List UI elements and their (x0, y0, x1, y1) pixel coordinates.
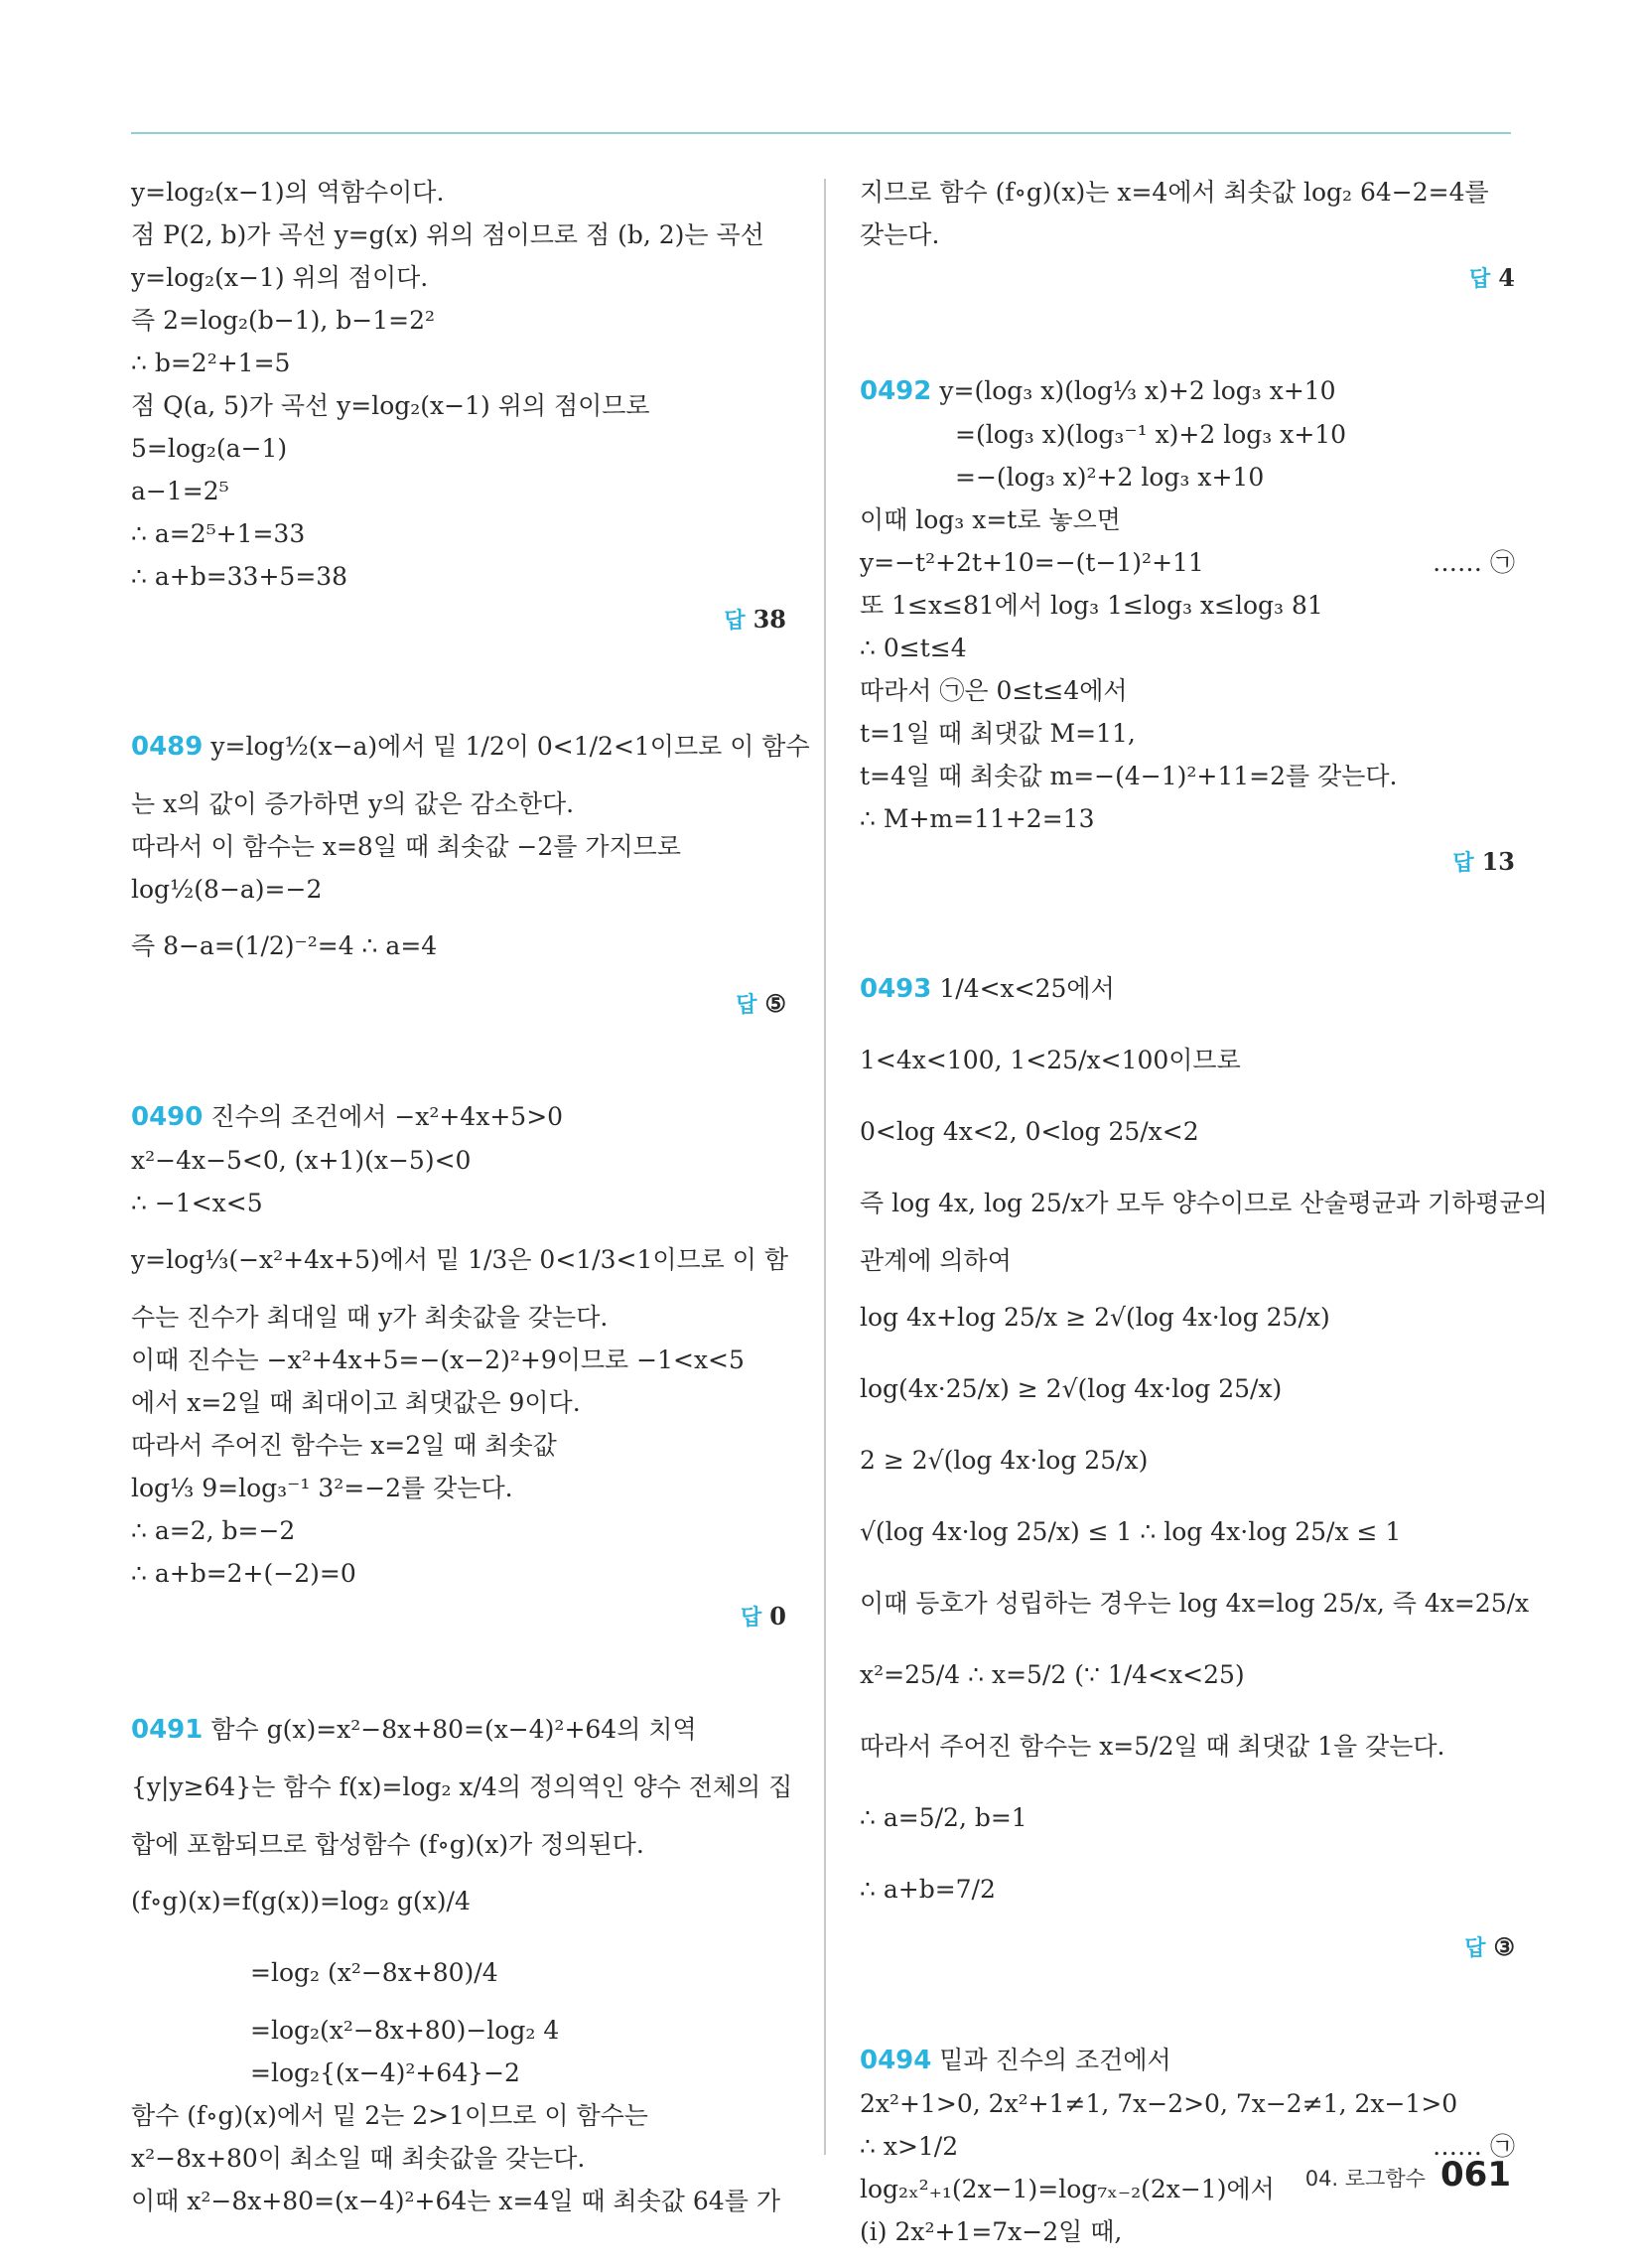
text-line: 이때 log₃ x=t로 놓으면 (860, 505, 1121, 534)
text-line: 2 ≥ 2√(log 4x·log 25/x) (860, 1446, 1149, 1475)
text-line: 함수 (f∘g)(x)에서 밑 2는 2>1이므로 이 함수는 (131, 2101, 648, 2130)
text-line: √(log 4x·log 25/x) ≤ 1 ∴ log 4x·log 25/x ≤ 1 (860, 1517, 1402, 1546)
text-line: log½(8−a)=−2 (131, 875, 323, 904)
text-line: 2x²+1>0, 2x²+1≠1, 7x−2>0, 7x−2≠1, 2x−1>0 (860, 2089, 1458, 2118)
text-line: 0489 y=log½(x−a)에서 밑 1/2이 0<1/2<1이므로 이 함수 (131, 732, 810, 762)
answer-label: 답 (1469, 267, 1491, 292)
text-line: 이때 등호가 성립하는 경우는 log 4x=log 25/x, 즉 4x=25/x (860, 1589, 1530, 1618)
text-line: ∴ a+b=33+5=38 (131, 562, 348, 591)
text-line: {y|y≥64}는 함수 f(x)=log₂ x/4의 정의역인 양수 전체의 집 (131, 1772, 793, 1801)
answer-value: 0 (769, 1602, 786, 1630)
text-line: ∴ a+b=7/2 (860, 1875, 996, 1904)
answer (131, 1597, 786, 1638)
text-line: ∴ M+m=11+2=13 (860, 804, 1095, 833)
problem-number: 0493 (860, 974, 932, 1004)
text-line: log(4x·25/x) ≥ 2√(log 4x·log 25/x) (860, 1374, 1283, 1403)
text-line: 0491 함수 g(x)=x²−8x+80=(x−4)²+64의 치역 (131, 1715, 697, 1745)
text-line: ∴ b=2²+1=5 (131, 349, 291, 377)
text-line: 이때 x²−8x+80=(x−4)²+64는 x=4일 때 최솟값 64를 가 (131, 2187, 780, 2215)
continued-solution (131, 171, 786, 641)
answer (860, 258, 1515, 300)
text-line: 따라서 주어진 함수는 x=5/2일 때 최댓값 1을 갖는다. (860, 1732, 1445, 1761)
text-line: 또 1≤x≤81에서 log₃ 1≤log₃ x≤log₃ 81 (860, 591, 1323, 620)
answer-label: 답 (1464, 1936, 1486, 1961)
text-line: ∴ 0≤t≤4 (860, 634, 967, 662)
text-line: x²=25/4 ∴ x=5/2 (∵ 1/4<x<25) (860, 1660, 1245, 1689)
text-line: =log₂(x²−8x+80)−log₂ 4 (250, 2016, 560, 2045)
problem-0494 (860, 2039, 1515, 2253)
answer (131, 984, 786, 1026)
answer-value: 38 (753, 605, 786, 634)
text-line: 점 P(2, b)가 곡선 y=g(x) 위의 점이므로 점 (b, 2)는 곡선 (131, 220, 764, 249)
page-footer (1305, 2155, 1511, 2195)
text-line: =−(log₃ x)²+2 log₃ x+10 (955, 463, 1265, 492)
text-line: =log₂{(x−4)²+64}−2 (250, 2058, 520, 2087)
problem-number: 0491 (131, 1715, 204, 1745)
top-rule (131, 132, 1511, 134)
answer-label: 답 (724, 609, 746, 634)
answer-value: ③ (1493, 1932, 1515, 1961)
text-line: (f∘g)(x)=f(g(x))=log₂ g(x)/4 (131, 1887, 471, 1915)
problem-number: 0492 (860, 376, 932, 406)
reference-marker: …… ㉠ (1433, 548, 1515, 577)
problem-0490 (131, 1095, 786, 1638)
text-line: t=1일 때 최댓값 M=11, (860, 719, 1136, 748)
text-line: 0492 y=(log₃ x)(log⅓ x)+2 log₃ x+10 (860, 376, 1336, 406)
text-line: ∴ a+b=2+(−2)=0 (131, 1559, 356, 1588)
answer-value: 13 (1481, 847, 1515, 876)
problem-0489 (131, 711, 810, 1026)
text-line: 0494 밑과 진수의 조건에서 (860, 2046, 1171, 2075)
text-line: 갖는다. (860, 220, 940, 249)
problem-0491 (131, 1708, 793, 2222)
text-line: 합에 포함되므로 합성함수 (f∘g)(x)가 정의된다. (131, 1830, 644, 1859)
reference-marker: …… ㉠ (1433, 2132, 1515, 2161)
text-line: 수는 진수가 최대일 때 y가 최솟값을 갖는다. (131, 1303, 609, 1332)
text-line: y=log₂(x−1)의 역함수이다. (131, 178, 445, 207)
text-line: (i) 2x²+1=7x−2일 때, (860, 2217, 1123, 2246)
answer-value: 4 (1498, 263, 1515, 292)
text-line: 0490 진수의 조건에서 −x²+4x+5>0 (131, 1102, 564, 1132)
text-line: ∴ x>1/2 …… ㉠ (860, 2125, 1515, 2168)
answer (860, 842, 1515, 884)
page-number: 061 (1440, 2155, 1511, 2195)
problem-number: 0489 (131, 732, 204, 762)
answer-label: 답 (736, 993, 757, 1018)
text-line: y=log⅓(−x²+4x+5)에서 밑 1/3은 0<1/3<1이므로 이 함 (131, 1245, 788, 1274)
text-line: 따라서 주어진 함수는 x=2일 때 최솟값 (131, 1431, 557, 1460)
text-line: y=log₂(x−1) 위의 점이다. (131, 263, 429, 292)
text-line: 는 x의 값이 증가하면 y의 값은 감소한다. (131, 789, 575, 818)
text-line: =log₂ (x²−8x+80)/4 (250, 1958, 498, 1987)
text-line: =(log₃ x)(log₃⁻¹ x)+2 log₃ x+10 (955, 420, 1347, 449)
answer (131, 600, 786, 641)
text-line: 관계에 의하여 (860, 1246, 1012, 1275)
text-line: y=−t²+2t+10=−(t−1)²+11 …… ㉠ (860, 541, 1515, 584)
answer (860, 1927, 1515, 1969)
text-line: ∴ a=5/2, b=1 (860, 1803, 1027, 1832)
text-line: 따라서 이 함수는 x=8일 때 최솟값 −2를 가지므로 (131, 832, 681, 861)
answer-label: 답 (1452, 851, 1474, 876)
chapter-title: 04. 로그함수 (1304, 2167, 1426, 2191)
text-line: 점 Q(a, 5)가 곡선 y=log₂(x−1) 위의 점이므로 (131, 391, 650, 420)
problem-0493 (860, 953, 1548, 1969)
answer-label: 답 (741, 1606, 762, 1630)
text-line: x²−8x+80이 최소일 때 최솟값을 갖는다. (131, 2144, 586, 2173)
text-line: 이때 진수는 −x²+4x+5=−(x−2)²+9이므로 −1<x<5 (131, 1346, 745, 1374)
text-line: ∴ −1<x<5 (131, 1189, 263, 1217)
answer-value: ⑤ (764, 989, 786, 1018)
text-line: 에서 x=2일 때 최대이고 최댓값은 9이다. (131, 1388, 581, 1417)
text-line: 지므로 함수 (f∘g)(x)는 x=4에서 최솟값 log₂ 64−2=4를 (860, 178, 1489, 207)
problem-number: 0494 (860, 2046, 932, 2075)
problem-number: 0490 (131, 1102, 204, 1132)
text-line: 5=log₂(a−1) (131, 434, 288, 463)
text-line: t=4일 때 최솟값 m=−(4−1)²+11=2를 갖는다. (860, 762, 1398, 790)
text-line: 즉 8−a=(1/2)⁻²=4 ∴ a=4 (131, 931, 438, 960)
text-line: log 4x+log 25/x ≥ 2√(log 4x·log 25/x) (860, 1303, 1330, 1332)
text-line: x²−4x−5<0, (x+1)(x−5)<0 (131, 1146, 472, 1175)
text-line: 0493 1/4<x<25에서 (860, 974, 1115, 1004)
problem-0492 (860, 369, 1515, 884)
text-line: 0<log 4x<2, 0<log 25/x<2 (860, 1117, 1199, 1146)
text-line: 즉 log 4x, log 25/x가 모두 양수이므로 산술평균과 기하평균의 (860, 1189, 1548, 1217)
text-line: log⅓ 9=log₃⁻¹ 3²=−2를 갖는다. (131, 1474, 513, 1502)
text-line: 따라서 ㉠은 0≤t≤4에서 (860, 676, 1128, 705)
right-column (860, 171, 1548, 2253)
text-line: 즉 2=log₂(b−1), b−1=2² (131, 306, 436, 335)
left-column (131, 171, 810, 2222)
text-line: ∴ a=2, b=−2 (131, 1516, 296, 1545)
text-line: a−1=2⁵ (131, 477, 229, 505)
column-divider (824, 179, 826, 2155)
continued-solution (860, 171, 1515, 300)
text-line: log₂ₓ²₊₁(2x−1)=log₇ₓ₋₂(2x−1)에서 (860, 2175, 1275, 2203)
text-line: ∴ a=2⁵+1=33 (131, 519, 306, 548)
text-line: 1<4x<100, 1<25/x<100이므로 (860, 1046, 1241, 1074)
